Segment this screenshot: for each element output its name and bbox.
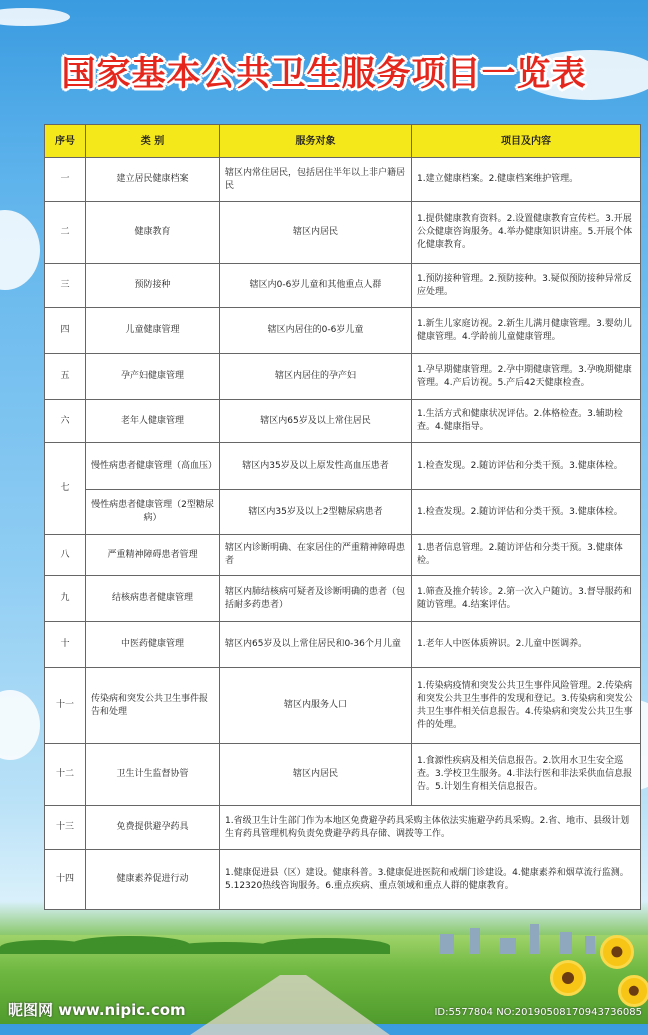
row-content: 1.建立健康档案。2.健康档案维护管理。	[412, 158, 641, 202]
watermark-left: 昵图网 www.nipic.com	[8, 1001, 186, 1019]
row-category: 预防接种	[86, 264, 220, 308]
row-target: 辖区内常住居民，包括居住半年以上非户籍居民	[220, 158, 412, 202]
row-content: 1.筛查及推介转诊。2.第一次入户随访。3.督导服药和随访管理。4.结案评估。	[412, 576, 641, 622]
row-content: 1.老年人中医体质辨识。2.儿童中医调养。	[412, 622, 641, 668]
sunflower-icon	[618, 975, 648, 1007]
row-target: 辖区内居住的孕产妇	[220, 354, 412, 400]
table-row	[45, 354, 641, 400]
row-category: 儿童健康管理	[86, 308, 220, 354]
watermark-right: ID:5577804 NO:20190508170943736085	[434, 1007, 642, 1018]
header-target: 服务对象	[220, 125, 412, 158]
row-category: 孕产妇健康管理	[86, 354, 220, 400]
table-row	[45, 158, 641, 202]
row-category: 结核病患者健康管理	[86, 576, 220, 622]
row-content: 1.新生儿家庭访视。2.新生儿满月健康管理。3.婴幼儿健康管理。4.学龄前儿童健康管理。	[412, 308, 641, 354]
row-target: 辖区内居住的0-6岁儿童	[220, 308, 412, 354]
row-target: 辖区内肺结核病可疑者及诊断明确的患者（包括耐多药患者）	[220, 576, 412, 622]
row-content: 1.提供健康教育资料。2.设置健康教育宣传栏。3.开展公众健康咨询服务。4.举办健康知识讲座。5.开展个体化健康教育。	[412, 202, 641, 264]
row-target: 辖区内诊断明确、在家居住的严重精神障碍患者	[220, 535, 412, 576]
tree-line	[0, 932, 648, 954]
row-no: 二	[45, 202, 86, 264]
table-row	[45, 490, 641, 535]
row-no: 十三	[45, 806, 86, 850]
row-target: 辖区内65岁及以上常住居民	[220, 400, 412, 443]
table-header-row	[45, 125, 641, 158]
row-no: 八	[45, 535, 86, 576]
table-row	[45, 850, 641, 910]
row-no: 七	[45, 443, 86, 535]
table-row	[45, 622, 641, 668]
row-category: 慢性病患者健康管理（2型糖尿病）	[86, 490, 220, 535]
row-target: 辖区内居民	[220, 744, 412, 806]
row-no: 九	[45, 576, 86, 622]
services-table-board	[44, 124, 640, 910]
cloud	[0, 210, 40, 290]
row-target: 辖区内65岁及以上常住居民和0-36个月儿童	[220, 622, 412, 668]
row-target: 辖区内35岁及以上2型糖尿病患者	[220, 490, 412, 535]
table-row	[45, 400, 641, 443]
page-title: 国家基本公共卫生服务项目一览表	[61, 54, 587, 94]
row-content: 1.预防接种管理。2.预防接种。3.疑似预防接种异常反应处理。	[412, 264, 641, 308]
row-merged-content: 1.省级卫生计生部门作为本地区免费避孕药具采购主体依法实施避孕药具采购。2.省、地市、县级计划生育药具管理机构负责免费避孕药具存储、调拨等工作。	[220, 806, 641, 850]
row-target: 辖区内服务人口	[220, 668, 412, 744]
row-category: 免费提供避孕药具	[86, 806, 220, 850]
row-target: 辖区内0-6岁儿童和其他重点人群	[220, 264, 412, 308]
table-row	[45, 668, 641, 744]
row-category: 传染病和突发公共卫生事件报告和处理	[86, 668, 220, 744]
services-table	[44, 124, 641, 910]
row-content: 1.孕早期健康管理。2.孕中期健康管理。3.孕晚期健康管理。4.产后访视。5.产后42天健康检查。	[412, 354, 641, 400]
row-merged-content: 1.健康促进县（区）建设。健康科普。3.健康促进医院和戒烟门诊建设。4.健康素养和烟草流行监测。5.12320热线咨询服务。6.重点疾病、重点领域和重点人群的健康教育。	[220, 850, 641, 910]
row-content: 1.患者信息管理。2.随访评估和分类干预。3.健康体检。	[412, 535, 641, 576]
table-row	[45, 806, 641, 850]
row-category: 健康教育	[86, 202, 220, 264]
header-no: 序号	[45, 125, 86, 158]
table-row	[45, 264, 641, 308]
row-category: 健康素养促进行动	[86, 850, 220, 910]
row-target: 辖区内居民	[220, 202, 412, 264]
table-row	[45, 576, 641, 622]
table-row	[45, 308, 641, 354]
row-no: 三	[45, 264, 86, 308]
row-content: 1.检查发现。2.随访评估和分类干预。3.健康体检。	[412, 490, 641, 535]
row-category: 建立居民健康档案	[86, 158, 220, 202]
row-no: 五	[45, 354, 86, 400]
row-no: 六	[45, 400, 86, 443]
sunflower-icon	[600, 935, 634, 969]
row-category: 中医药健康管理	[86, 622, 220, 668]
row-category: 卫生计生监督协管	[86, 744, 220, 806]
table-row	[45, 535, 641, 576]
sunflower-icon	[550, 960, 586, 996]
table-row	[45, 744, 641, 806]
row-no: 十四	[45, 850, 86, 910]
row-target: 辖区内35岁及以上原发性高血压患者	[220, 443, 412, 490]
row-no: 十一	[45, 668, 86, 744]
header-category: 类 别	[86, 125, 220, 158]
row-no: 一	[45, 158, 86, 202]
cloud	[0, 690, 40, 760]
row-content: 1.传染病疫情和突发公共卫生事件风险管理。2.传染病和突发公共卫生事件的发现和登记。3.传染病和突发公共卫生事件相关信息报告。4.传染病和突发公共卫生事件的处理。	[412, 668, 641, 744]
header-content: 项目及内容	[412, 125, 641, 158]
row-no: 十二	[45, 744, 86, 806]
row-content: 1.食源性疾病及相关信息报告。2.饮用水卫生安全巡查。3.学校卫生服务。4.非法行医和非法采供血信息报告。5.计划生育相关信息报告。	[412, 744, 641, 806]
table-row	[45, 202, 641, 264]
cloud	[0, 8, 70, 26]
table-row	[45, 443, 641, 490]
row-content: 1.生活方式和健康状况评估。2.体格检查。3.辅助检查。4.健康指导。	[412, 400, 641, 443]
row-category: 老年人健康管理	[86, 400, 220, 443]
row-content: 1.检查发现。2.随访评估和分类干预。3.健康体检。	[412, 443, 641, 490]
row-category: 慢性病患者健康管理（高血压）	[86, 443, 220, 490]
row-no: 四	[45, 308, 86, 354]
row-no: 十	[45, 622, 86, 668]
row-category: 严重精神障碍患者管理	[86, 535, 220, 576]
